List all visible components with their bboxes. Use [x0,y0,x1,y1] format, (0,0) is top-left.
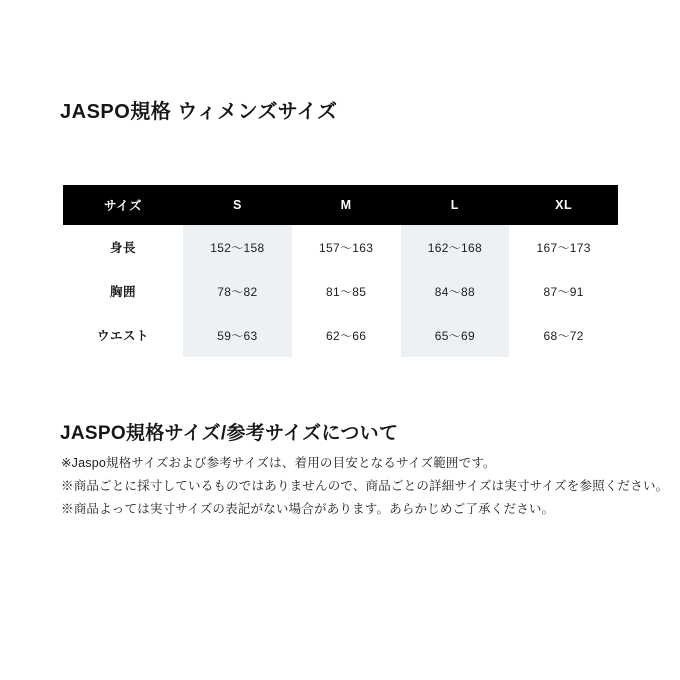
cell-waist-m: 62〜66 [292,313,401,357]
row-label-waist: ウエスト [63,313,183,357]
cell-height-m: 157〜163 [292,225,401,269]
cell-chest-xl: 87〜91 [509,269,618,313]
size-table [63,185,618,357]
note-item: ※Jaspo規格サイズおよび参考サイズは、着用の目安となるサイズ範囲です。 [61,456,496,470]
row-label-height: 身長 [63,225,183,269]
column-header-l: L [401,185,510,225]
column-header-size-label: サイズ [63,185,183,225]
note-item: ※商品ごとに採寸しているものではありませんので、商品ごとの詳細サイズは実寸サイズを参照ください。 [61,479,669,493]
notes-list [61,452,669,521]
cell-height-l: 162〜168 [401,225,510,269]
note-item: ※商品よっては実寸サイズの表記がない場合があります。あらかじめご了承ください。 [61,502,555,516]
section-subtitle: JASPO規格サイズ/参考サイズについて [60,423,399,444]
cell-chest-s: 78〜82 [183,269,292,313]
column-header-xl: XL [509,185,618,225]
cell-waist-xl: 68〜72 [509,313,618,357]
size-table-head [63,185,618,225]
column-header-s: S [183,185,292,225]
column-header-m: M [292,185,401,225]
table-row [63,269,618,313]
cell-chest-m: 81〜85 [292,269,401,313]
cell-height-s: 152〜158 [183,225,292,269]
cell-chest-l: 84〜88 [401,269,510,313]
row-label-chest: 胸囲 [63,269,183,313]
page-title: JASPO規格 ウィメンズサイズ [60,101,338,123]
size-table-body [63,225,618,357]
cell-height-xl: 167〜173 [509,225,618,269]
cell-waist-s: 59〜63 [183,313,292,357]
table-row [63,225,618,269]
table-row [63,313,618,357]
cell-waist-l: 65〜69 [401,313,510,357]
table-header-row [63,185,618,225]
size-table-container [63,185,618,357]
